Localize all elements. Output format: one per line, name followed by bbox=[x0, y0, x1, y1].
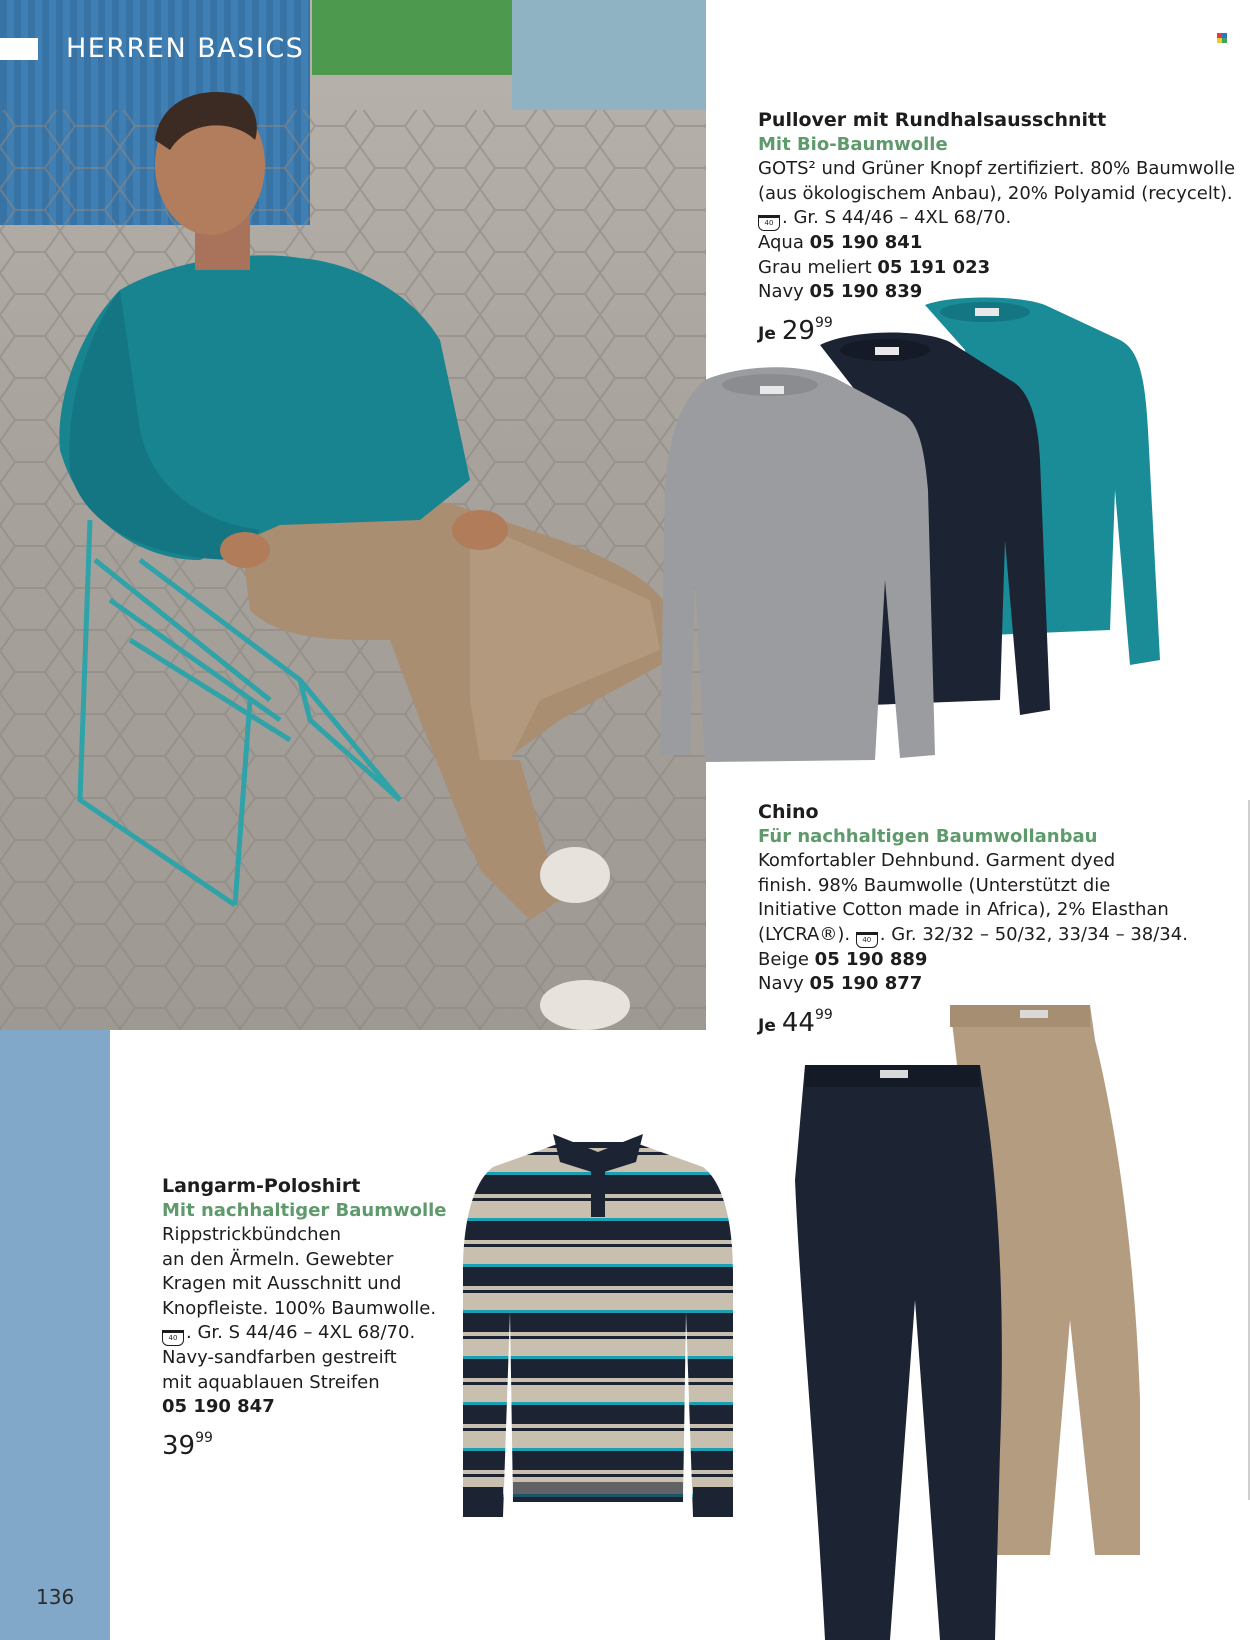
page-number: 136 bbox=[36, 1585, 75, 1609]
article-number: 05 190 847 bbox=[162, 1396, 275, 1417]
price-euros: 39 bbox=[162, 1430, 196, 1461]
product-name: Langarm-Poloshirt bbox=[162, 1175, 361, 1197]
side-color-band bbox=[0, 1030, 110, 1640]
pullover-product-image bbox=[660, 290, 1210, 770]
price-cents: 99 bbox=[814, 314, 833, 331]
material-text: Kragen mit Ausschnitt und bbox=[162, 1273, 402, 1294]
price-cents: 99 bbox=[195, 1429, 213, 1446]
material-text: Initiative Cotton made in Africa), 2% Elasthan bbox=[758, 899, 1169, 920]
section-title: HERREN BASICS bbox=[66, 33, 305, 64]
article-number: 05 190 877 bbox=[809, 973, 923, 994]
size-range: . Gr. 32/32 – 50/32, 33/34 – 38/34. bbox=[879, 923, 1188, 945]
eco-claim: Mit nachhaltiger Baumwolle bbox=[162, 1199, 447, 1221]
variant-color: Aqua bbox=[758, 232, 804, 253]
polo-description bbox=[162, 1174, 447, 1461]
variant-row bbox=[758, 948, 1188, 973]
material-text: finish. 98% Baumwolle (Unterstützt die bbox=[758, 874, 1111, 896]
material-text: GOTS² und Grüner Knopf zertifiziert. 80% Baumwolle bbox=[758, 158, 1236, 179]
product-name: Chino bbox=[758, 801, 819, 823]
wash-care-icon: 40 bbox=[162, 1330, 184, 1346]
material-text: Knopfleiste. 100% Baumwolle. bbox=[162, 1297, 437, 1319]
hero-illustration bbox=[0, 0, 706, 1030]
variant-color: Beige bbox=[758, 948, 809, 970]
variant-row bbox=[758, 256, 1235, 281]
article-number: 05 190 841 bbox=[809, 232, 923, 253]
eco-claim: Mit Bio-Baumwolle bbox=[758, 133, 948, 155]
color-text: mit aquablauen Streifen bbox=[162, 1371, 380, 1393]
variant-color: Navy bbox=[758, 281, 804, 302]
wash-care-icon: 40 bbox=[758, 215, 780, 231]
price-euros: 29 bbox=[781, 315, 815, 346]
material-text: (aus ökologischem Anbau), 20% Polyamid (recycelt). bbox=[758, 182, 1233, 204]
material-text: Rippstrickbündchen bbox=[162, 1224, 341, 1245]
hero-photo bbox=[0, 0, 706, 1030]
variant-row bbox=[758, 231, 1235, 256]
color-text: Navy-sandfarben gestreift bbox=[162, 1347, 397, 1368]
price-cents: 99 bbox=[814, 1006, 833, 1023]
price bbox=[162, 1426, 447, 1462]
color-registration-mark bbox=[1217, 33, 1227, 43]
eco-claim: Für nachhaltigen Baumwollanbau bbox=[758, 825, 1098, 847]
price-euros: 44 bbox=[781, 1007, 815, 1038]
variant-color: Grau meliert bbox=[758, 256, 872, 278]
chino-product-image bbox=[795, 1000, 1150, 1640]
material-text: Komfortabler Dehnbund. Garment dyed bbox=[758, 850, 1116, 871]
article-number: 05 191 023 bbox=[877, 256, 991, 278]
variant-color: Navy bbox=[758, 973, 804, 994]
polo-product-image bbox=[448, 1122, 748, 1522]
price-prefix: Je bbox=[758, 323, 776, 344]
variant-row bbox=[758, 972, 1188, 997]
wash-care-icon: 40 bbox=[856, 932, 878, 948]
product-name: Pullover mit Rundhalsausschnitt bbox=[758, 109, 1107, 131]
size-range: . Gr. S 44/46 – 4XL 68/70. bbox=[782, 207, 1012, 228]
material-text: (LYCRA®). bbox=[758, 923, 856, 945]
article-number: 05 190 839 bbox=[809, 281, 923, 302]
material-text: an den Ärmeln. Gewebter bbox=[162, 1248, 394, 1270]
article-number: 05 190 889 bbox=[814, 948, 928, 970]
section-marker bbox=[0, 38, 38, 60]
price-prefix: Je bbox=[758, 1015, 776, 1036]
size-range: . Gr. S 44/46 – 4XL 68/70. bbox=[186, 1322, 416, 1343]
